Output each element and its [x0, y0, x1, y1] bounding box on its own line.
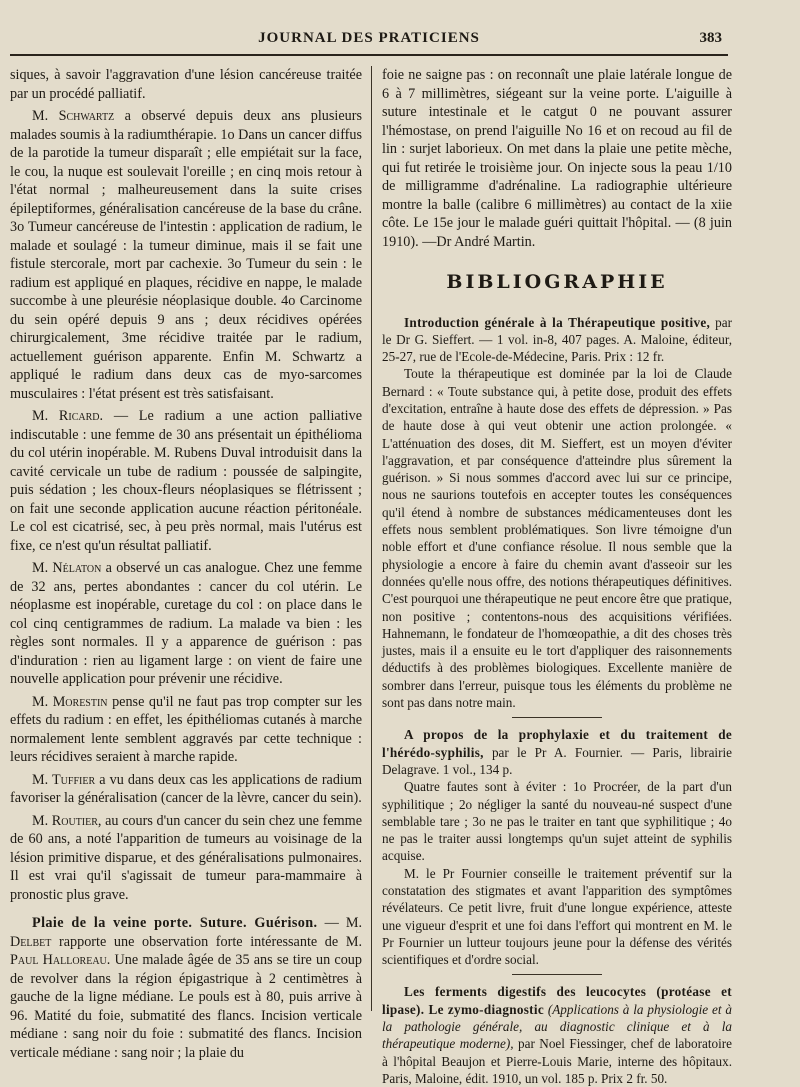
paragraph-text: a observé un cas analogue. Chez une femme de 32 ans, pertes abondantes : cancer du col utérin. Le néoplasme est inopérable, curetage du col : on place dans le col cinq centigrammes de radium. La malade va bien : les règles sont normales. Il y a apparence de guérison : pas d'induration : rien au ligament large : on vient de faire une nouvelle application pour prévenir une récidive. [10, 560, 362, 687]
column-divider [371, 66, 372, 1011]
page-number: 383 [699, 30, 722, 46]
article-heading: Plaie de la veine porte. Suture. Guérison. [32, 915, 318, 931]
paragraph-text: rapporte une observation forte intéressante de [58, 933, 339, 950]
review-text: Quatre fautes sont à éviter : 1o Procréer, de la part d'un syphilitique ; 2o négliger la santé du nouveau-né suspect d'une semblable tare ; 3o ne pas le traiter en tant que syphilitique ; 4o ne pas le traiter aussi longtemps qu'un sujet atteint de syphilis acquise. [382, 779, 732, 864]
paragraph-text: a observé depuis deux ans plusieurs malades soumis à la radiumthérapie. 1o Dans un cancer diffus de la parotide la tumeur disparaît ; elle empiétait sur la face, le cou, la nuque est soulevait l'oreille ; en cinq mois retour à l'état normal ; malheureusement dans la suite crises épileptiformes, généralisation cancéreuse de la base du crâne. 3o Tumeur cancéreuse de l'intestin : application de radium, le malade et soulagé : la tumeur diminue, mais il se fait une fistule stercorale, mort par cachexie. 3o Tumeur du sein : le radium est appliqué en plaques, récidive en nappe, le malade succombe à une pleurésie néoplasique double. 4o Carcinome du sein opéré depuis 9 ans ; deux récidives opérées chirurgicalement, 3me récidive traitée par le radium, actuellement guérison apparente. Enfin M. Schwartz a appliqué le radium dans deux cas de myo-sarcomes musculaires : l'état présent est très satisfaisant. [10, 108, 362, 402]
book-title: A propos de la prophylaxie et du traitement de l'hérédo-syphilis, [382, 727, 732, 760]
separator [512, 974, 602, 975]
author-name: M. Paul Halloreau. [10, 933, 362, 968]
book-reference: par le Pr A. Fournier. — Paris, librairie Delagrave. 1 vol., 134 p. [382, 744, 732, 777]
author-name: — M. Delbet [10, 915, 362, 950]
paragraph: siques, à savoir l'aggravation d'une lésion cancéreuse traitée par un procédé palliatif. [10, 67, 362, 102]
journal-title: JOURNAL DES PRATICIENS [258, 30, 480, 46]
right-column [382, 66, 732, 1087]
paragraph: foie ne saigne pas : on reconnaît une plaie latérale longue de 6 à 7 millimètres, siégeant sur la veine porte. L'aiguille à suture intestinale et le catgut 0 ne pouvant assurer l'hémostase, on prend l'aiguille No 16 et on recoud au fil de lin : surjet laborieux. On met dans la plaie une petite mèche, qui fut retirée le troisième jour. On injecte sous la peau 1/10 de milligramme d'adrénaline. La radiographie ultérieure montre la balle (calibre 6 millimètres) au contact de la xiie côte. Le 15e jour le malade guéri quittait l'hôpital. — (8 juin 1910). —Dr André Martin. [382, 67, 732, 250]
article-paragraph [10, 914, 362, 1062]
book-title: Introduction générale à la Thérapeutique positive, [404, 314, 711, 330]
paragraph-text: pense qu'il ne faut pas trop compter sur les effets du radium : en effet, les épithéliomas cutanés à marche normalement lente semblent aggravés par cette technique : leurs récidives seraient à marche rapide. [10, 693, 363, 765]
book-reference: par Noel Fiessinger, chef de laboratoire à l'hôpital Beaujon et Pierre-Louis Marie, interne des hôpitaux. Paris, Maloine, édit. 1910, un vol. 185 p. Prix 2 fr. 50. [382, 1036, 733, 1086]
author-name: M. Schwartz [32, 108, 115, 124]
paragraph [10, 407, 362, 555]
review-text: Toute la thérapeutique est dominée par la loi de Claude Bernard : « Toute substance qui, à petite dose, produit des effets d'excitation, entraîne à haute dose des effets de dépression. » Pas de haute dose à qui veut obtenir une action prolongée. « L'atténuation des doses, dit M. Sieffert, est un moyen d'éviter l'aggravation, et par conséquence d'atteindre plus sûrement la guérison. » Si nous sommes d'accord avec lui sur ce principe, nous ne saurions toutefois en accepter toutes les conséquences qu'il étend à nombre de substances médicamenteuses dont les effets nous semblent problématiques. Son livre témoigne d'un noble effort et d'une confiance résolue. Il nous semble que la physiologie a encore à faire du chemin avant d'asseoir sur les données qu'elle nous offre, des notions thérapeutiques définitives. C'est pourquoi une thérapeutique ne peut encore être que pratique, non positive ; contentons-nous des acquisitions vérifiées. Hahnemann, le fondateur de l'homœopathie, a dit des choses très justes, mais il a ensuite eu le tort d'appliquer des raisonnements déductifs à des problèmes biologiques. Excellente manière de sombrer dans l'erreur, puisque tous les éléments du problème ne sont pas dans notre main. [382, 366, 732, 711]
author-name: M. Ricard. [32, 408, 104, 424]
paragraph [10, 812, 362, 905]
entry-heading [382, 983, 732, 1087]
review-text: M. le Pr Fournier conseille le traitement préventif sur la constatation des stigmates et avant l'apparition des symptômes révélateurs. Ce petit livre, fruit d'une longue expérience, atteste une vigueur d'esprit et une foi dans l'effort qui montrent en M. le Pr Fournier un lutteur toujours jeune pour la défense des vérités scientifiques et d'ordre social. [382, 865, 732, 968]
separator [512, 717, 602, 718]
entry-heading [382, 726, 732, 778]
paragraph-text: a vu dans deux cas les applications de radium favoriser la généralisation (cancer de la lèvre, cancer du sein). [10, 771, 363, 806]
entry-heading [382, 314, 732, 366]
author-name: M. Routier, [32, 812, 102, 829]
author-name: M. Morestin [32, 693, 108, 710]
left-column [10, 66, 362, 1062]
book-title: Les ferments digestifs des leucocytes (protéase et lipase). Le zymo-diagnostic [382, 984, 732, 1017]
paragraph-text: au cours d'un cancer du sein chez une femme de 60 ans, a noté l'apparition de tumeurs au voisinage de la lésion primitive disparue, et des généralisations pulmonaires. Il est vrai qu'il s'agissait de tumeur para-mammaire à pronostic plus grave. [10, 812, 363, 903]
bibliography-entry [382, 314, 732, 712]
book-reference: par le Dr G. Sieffert. — 1 vol. in-8, 407 pages. A. Maloine, éditeur, 25-27, rue de l'Ecole-de-Médecine, Paris. Prix : 12 fr. [382, 314, 733, 365]
paragraph [10, 559, 362, 689]
paragraph [10, 771, 362, 808]
bibliography-entry [382, 726, 732, 968]
book-subtitle: (Applications à la physiologie et à la pathologie générale, au diagnostic clinique et à la thérapeutique moderne), [382, 1001, 732, 1052]
bibliography-entry [382, 983, 732, 1087]
author-name: M. Nélaton [32, 560, 102, 576]
author-name: M. Tuffier [32, 771, 96, 788]
section-title: BIBLIOGRAPHIE [446, 271, 668, 293]
paragraph [10, 107, 362, 403]
running-header [10, 28, 728, 56]
paragraph-text: Une malade âgée de 35 ans se tire un coup de revolver dans la région épigastrique à 2 centimètres à gauche de la ligne médiane. Le pouls est à 80, puis arrive à 96. Matité du foie, submatité des flancs. Incision verticale médiane : sang noir du foie : submatité des flancs. Incision verticale médiane : sang noir ; la plaie du [10, 952, 362, 1061]
paragraph [10, 693, 362, 767]
paragraph-text: — Le radium a une action palliative indiscutable : une femme de 30 ans présentait un épithélioma du col utérin inopérable. M. Rubens Duval introduisit dans la cavité cervicale un tube de radium : poussée de salpingite, puis sédation ; les choux-fleurs néoplasiques se flétrissent ; on fait une seconde application aucune réaction péritonéale. Le col est cicatrisé, sec, à peu près normal, mais l'utérus est fixe, ce n'est qu'un résultat palliatif. [10, 408, 362, 554]
